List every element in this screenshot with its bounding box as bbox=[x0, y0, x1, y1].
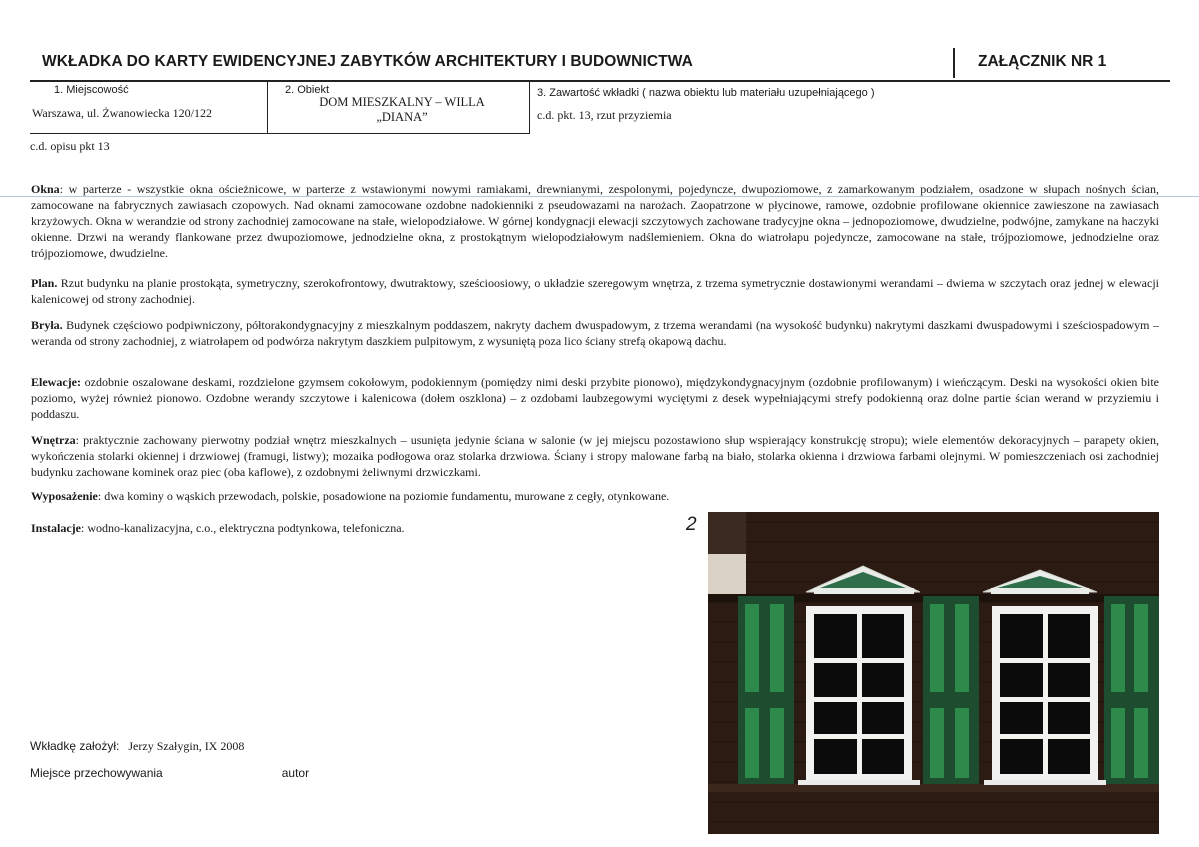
window-photo bbox=[708, 512, 1159, 834]
object-label: 2. Obiekt bbox=[285, 84, 330, 96]
section-equipment bbox=[31, 488, 1159, 504]
photo-number: 2 bbox=[686, 514, 697, 535]
content-label: 3. Zawartość wkładki ( nazwa obiektu lub materiału uzupełniającego ) bbox=[537, 87, 875, 99]
header-rule bbox=[30, 80, 1170, 82]
section-text: Rzut budynku na planie prostokąta, symetryczny, szerokofrontowy, dwutraktowy, sześcioosiowy, o układzie szeregowym wnętrza, z trzema symetrycznie dostawionymi werandami – dwiema w szczytach oraz jednej w elewacji kalenicowej od strony zachodniej. bbox=[31, 276, 1159, 306]
storage-line bbox=[30, 766, 309, 781]
section-heading: Wnętrza bbox=[31, 433, 76, 447]
section-text: : w parterze - wszystkie okna ościeżnicowe, w parterze z wstawionymi nowymi ramiakami, drewnianymi, zespolonymi, pojedyncze, dwupoziomowe, z zamarkowanym podziałem, osadzone w słupach nośnych ścian, zamocowane na fabrycznych zawiasach czopowych. Nad oknami zamocowane ozdobne nadokienniki z pseudowazami na narożach. Zaopatrzone w płycinowe, ramowe, ozdobnie profilowane okiennice zawieszone na zawiasach krzyżowych. Okna w werandzie od strony zachodniej zamocowane na stałe, wielopodziałowe. W górnej kondygnacji elewacji szczytowych zachowane tradycyjne okna – jednopoziomowe, dwudzielne, podwójne, zamykane na haczyki okienne. Drzwi na werandy flankowane przez dwupoziomowe, jednodzielne okna, z prostokątnym wielopodziałowym nadślemieniem. Okna do wiatrołapu pojedyncze, zamocowane na stałe, trójpoziomowe, jednodzielne oraz trójpoziomowe, dwudzielne. bbox=[31, 182, 1159, 260]
annex-label: ZAŁĄCZNIK NR 1 bbox=[978, 53, 1107, 70]
title-divider bbox=[953, 48, 955, 78]
author-value: Jerzy Szałygin, IX 2008 bbox=[128, 739, 245, 753]
section-installations bbox=[31, 520, 671, 536]
section-heading: Instalacje bbox=[31, 521, 81, 535]
storage-label: Miejsce przechowywania bbox=[30, 766, 163, 780]
content-value: c.d. pkt. 13, rzut przyziemia bbox=[537, 108, 672, 122]
locality-label: 1. Miejscowość bbox=[54, 84, 129, 96]
section-text: ozdobnie oszalowane deskami, rozdzielone gzymsem cokołowym, podokiennym (pomiędzy nimi deski przybite pionowo), międzykondygnacyjnym (ozdobnie profilowanym) i wieńczącym. Deski na wysokości okien bite poziomo, wyżej również pionowo. Ozdobne werandy szczytowe i kalenicowa (dołem oszklona) – z ozdobami laubzegowymi wyciętymi z desek wypełniającymi strefy podokienną oraz dolne partie ścian werand w przyziemiu i poddaszu. bbox=[31, 375, 1159, 421]
section-heading: Bryła. bbox=[31, 318, 63, 332]
section-text: : praktycznie zachowany pierwotny podział wnętrz mieszkalnych – usunięta jedynie ściana w salonie (w jej miejscu pozostawiono słup wspierający konstrukcję stropu); wiele elementów dekoracyjnych – parapety okien, wykończenia stolarki okiennej i drzwiowej (framugi, listwy); mozaika podłogowa oraz stolarka drzwiowa. Ściany i stropy malowane farbą na biało, stolarka okienna i drzwiowa farbami olejnymi. W pomieszczeniach osi zachodniej budynku zachowane kominek oraz piec (oba kaflowe), z ozdobnymi żeliwnymi drzwiczkami. bbox=[31, 433, 1159, 479]
section-heading: Elewacje: bbox=[31, 375, 81, 389]
section-heading: Okna bbox=[31, 182, 60, 196]
continuation-note: c.d. opisu pkt 13 bbox=[30, 139, 110, 153]
object-value-line2: „DIANA” bbox=[376, 110, 428, 124]
author-label: Wkładkę założył: bbox=[30, 739, 120, 753]
section-plan bbox=[31, 275, 1159, 307]
author-line bbox=[30, 739, 244, 754]
cell-divider-2 bbox=[529, 80, 530, 134]
storage-value: autor bbox=[281, 766, 310, 780]
locality-value: Warszawa, ul. Żwanowiecka 120/122 bbox=[32, 106, 212, 120]
cells-bottom-rule bbox=[30, 133, 530, 134]
section-elevations bbox=[31, 374, 1159, 422]
object-value-line1: DOM MIESZKALNY – WILLA bbox=[319, 95, 485, 109]
section-text: : wodno-kanalizacyjna, c.o., elektryczna podtynkowa, telefoniczna. bbox=[81, 521, 405, 535]
section-text: Budynek częściowo podpiwniczony, półtorakondygnacyjny z mieszkalnym poddaszem, nakryty dachem dwuspadowym, z trzema werandami (na wysokość budynku) nakrytymi daszkami dwuspadowymi i sześciospadowym – weranda od strony zachodniej, z wiatrołapem od podwórza nakrytym daszkiem pulpitowym, z wysuniętą poza lico ściany strefą okapową dachu. bbox=[31, 318, 1159, 348]
section-text: : dwa kominy o wąskich przewodach, polskie, posadowione na poziomie fundamentu, murowane z cegły, otynkowane. bbox=[97, 489, 670, 503]
object-value bbox=[282, 95, 522, 125]
cell-divider-1 bbox=[267, 80, 268, 134]
section-heading: Plan. bbox=[31, 276, 58, 290]
page-title: WKŁADKA DO KARTY EWIDENCYJNEJ ZABYTKÓW ARCHITEKTURY I BUDOWNICTWA bbox=[42, 53, 693, 70]
section-heading: Wyposażenie bbox=[31, 489, 98, 503]
section-massing bbox=[31, 317, 1159, 349]
section-interiors bbox=[31, 432, 1159, 480]
section-windows bbox=[31, 181, 1159, 261]
